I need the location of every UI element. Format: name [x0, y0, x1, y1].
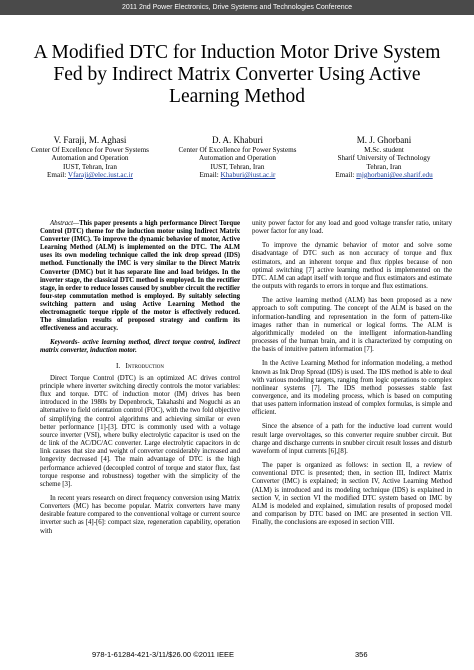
page-number: 356 [355, 650, 368, 659]
author-email-link[interactable]: mjghorbani@ee.sharif.edu [356, 170, 433, 179]
author-block [20, 135, 454, 195]
body-paragraph: The active learning method (ALM) has been proposed as a new approach to soft computing. The concept of the ALM is based on the information-handling and representation in the form of pattern-like images rather than in numerical or logical forms. The ALM is algorithmically modeled on the intelligent information-handling processes of the human brain, and it is characterized by computing on the basis of intuitive pattern information [7]. [252, 297, 452, 354]
keywords [40, 339, 240, 355]
footer-isbn: 978-1-61284-421-3/11/$26.00 ©2011 IEEE [92, 650, 235, 659]
author-affiliation: IUST, Tehran, Iran [63, 162, 117, 171]
body-paragraph: In recent years research on direct frequency conversion using Matrix Converters (MC) has become popular. Matrix converters have many desirable feature compared to the conventional voltage or current source inverter such as [4]-[6]: compact size, regeneration capability, operation with [40, 494, 240, 535]
abstract-text: This paper presents a high performance Direct Torque Control (DTC) theme for the induction motor using Indirect Matrix Converter (IMC). To improve the dynamic behavior of motor, Active Learning Method (ALM) is implemented on the DTC. The ALM uses its own modeling technique called the ink drop spread (IDS) method. Functionally the IMC is very similar to the Direct Matrix Converter (DMC) but it has separate line and load bridges. In the inverter stage, the classical DTC method is employed. In the rectifier stage, in order to reduce losses caused by snubber circuit the rectifier four-step commutation method is employed. By suitably selecting switching pattern and using Active Learning Method the electromagnetic torque ripple of the motor is effectively reduced. The simulation results of proposed strategy and confirm its effectiveness and accuracy. [40, 220, 240, 333]
section-number: I. [115, 361, 121, 370]
body-paragraph: To improve the dynamic behavior of motor and solve some disadvantage of DTC such as non accuracy of torque and flux estimators, and an inherent torque and flux ripples because of non optimal switching [7] active learning method is implemented on the DTC. ALM can adapt itself with torque and flux estimators and estimate the outputs with regards to errors in torque and flux estimations. [252, 242, 452, 291]
author-3 [314, 135, 454, 179]
keywords-text: active learning method, direct torque control, indirect matrix converter, induction motor. [40, 339, 240, 355]
right-column [252, 220, 452, 533]
body-paragraph: The paper is organized as follows: in section II, a review of conventional DTC is presented; then, in section III, Indirect Matrix Converter (IMC) is explained; in section IV, Active Learning Method (ALM) is introduced and its modeling technique (IDS) is explained in section V, in section VI the modified DTC system based on IMC by ALM is modeled and explained, simulation results of proposed model and comparison by DTC based on IMC are presented in section VII. Finally, the conclusions are exposed in section VIII. [252, 462, 452, 527]
email-label: Email: [199, 170, 219, 179]
author-name: M. J. Ghorbani [356, 135, 412, 145]
author-email-line [20, 171, 160, 179]
author-1 [20, 135, 160, 179]
abstract [40, 220, 240, 333]
author-email-line [314, 171, 454, 179]
author-email-link[interactable]: Vfaraji@elec.iust.ac.ir [67, 170, 133, 179]
author-affiliation: Tehran, Iran [366, 162, 402, 171]
author-name: D. A. Khaburi [212, 135, 263, 145]
author-affiliation: Automation and Operation [198, 154, 277, 163]
author-affiliation: Automation and Operation [51, 154, 129, 163]
author-name: V. Faraji, M. Aghasi [53, 135, 127, 145]
author-affiliation: Sharif University of Technology [337, 154, 431, 163]
body-paragraph: Since the absence of a path for the inductive load current would result large overvoltages, so this converter require snubber circuit. But charge and discharge currents in snubber circuit result losses and disturb waveform of input currents [6],[8]. [252, 423, 452, 455]
conference-header: 2011 2nd Power Electronics, Drive Systems and Technologies Conference [0, 0, 474, 15]
email-label: Email: [47, 170, 67, 179]
email-label: Email: [335, 170, 355, 179]
body-paragraph: unity power factor for any load and good voltage transfer ratio, unitary power factor for any load. [252, 220, 452, 236]
author-2 [165, 135, 310, 179]
left-column [40, 220, 240, 542]
author-email-line [165, 171, 310, 179]
abstract-label: Abstract— [50, 220, 80, 227]
keywords-label: Keywords- [50, 339, 80, 347]
paper-title: A Modified DTC for Induction Motor Drive System Fed by Indirect Matrix Converter Using Active Learning Method [33, 42, 441, 107]
body-paragraph: Direct Torque Control (DTC) is an optimized AC drives control principle where inverter switching directly controls the motor variables: flux and torque. DTC of induction motor (IM) drives has been introduced in the 1980s by Depenbrock, Takahashi and Noguchi as an alternative to field orientation control (FOC), with the two fold objective of simplifying the control algorithms and achieving similar or even better performance [1]-[3]. DTC is commonly used with a voltage source inverter (VSI), where bulky electrolytic capacitor is used on the dc link of the AC/DC/AC converter. Large electrolytic capacitors in dc link causes that size and weight of converter considerably increased and longevity decreased [4]. The main advantage of DTC is the high performance achieved (decoupled control of torque and stator flux, fast torque response and robustness) together with the simplicity of the scheme [3]. [40, 374, 240, 488]
author-affiliation: M.Sc. student [364, 146, 404, 154]
body-paragraph: In the Active Learning Method for information modeling, a method known as Ink Drop Spread (IDS) is used. The IDS method is able to deal with various modeling targets, ranging from logic operations to complex nonlinear systems [7]. The IDS method possesses stable fast convergence, and its modeling process, which is based on computing that uses pattern information instead of complex formulas, is simple and efficient. [252, 360, 452, 417]
section-heading [40, 362, 240, 370]
section-title: Introduction [125, 361, 165, 370]
author-affiliation: Center Of Excellence for Power Systems [31, 146, 149, 154]
author-affiliation: IUST, Tehran, Iran [210, 162, 265, 171]
author-email-link[interactable]: Khaburi@iust.ac.ir [220, 170, 276, 179]
author-affiliation: Center Of Excellence for Power Systems [178, 146, 297, 154]
